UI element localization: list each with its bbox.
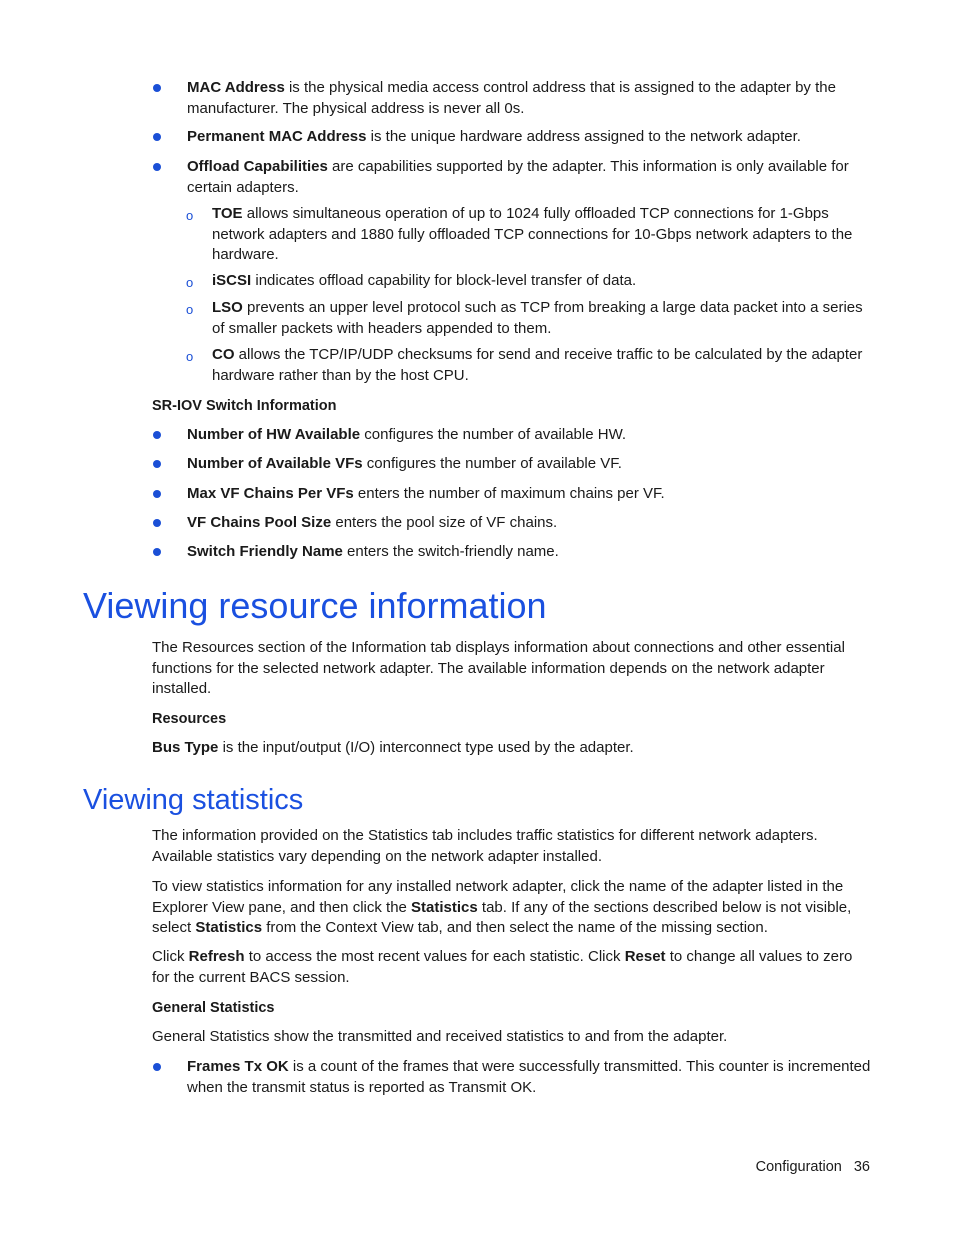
term: Max VF Chains Per VFs	[187, 485, 354, 502]
text-run: Statistics	[411, 898, 478, 916]
list-item	[187, 484, 872, 505]
circle-bullet-icon: o	[186, 302, 194, 317]
section-title-statistics: Viewing statistics	[83, 784, 304, 816]
list-item	[187, 157, 872, 198]
term: iSCSI	[212, 272, 252, 289]
description: configures the number of available HW.	[360, 426, 627, 443]
description: enters the switch-friendly name.	[342, 543, 559, 560]
circle-bullet-icon: o	[186, 208, 194, 223]
resources-subheading: Resources	[152, 711, 227, 727]
bullet-icon	[153, 163, 161, 171]
sub-list-item	[212, 298, 872, 339]
list-item	[187, 1057, 872, 1098]
general-statistics-paragraph: General Statistics show the transmitted and received statistics to and from the adapter.	[152, 1028, 728, 1045]
sub-list-item	[212, 204, 872, 266]
text-run: tab. If any of the sections described below is not visible, select	[152, 898, 852, 936]
text-run: Reset	[624, 948, 666, 965]
description: is the physical media access control address that is assigned to the adapter by the manufacturer. The physical address is never all 0s.	[187, 79, 836, 117]
bullet-icon	[153, 490, 161, 498]
term: Offload Capabilities	[187, 158, 328, 175]
bullet-icon	[153, 548, 161, 556]
bullet-icon	[153, 460, 161, 468]
term: MAC Address	[187, 79, 285, 96]
page-number: 36	[853, 1159, 870, 1175]
sub-list-item	[212, 271, 872, 292]
text-run: from the Context View tab, and then select the name of the missing section.	[262, 919, 768, 936]
term: Bus Type	[152, 739, 219, 756]
list-item	[187, 513, 872, 534]
bullet-icon	[153, 519, 161, 527]
list-item	[187, 454, 872, 475]
description: indicates offload capability for block-level transfer of data.	[251, 272, 637, 289]
text-run: Statistics	[195, 919, 263, 936]
description: enters the pool size of VF chains.	[331, 514, 558, 531]
description: is a count of the frames that were successfully transmitted. This counter is incremented when the transmit status is reported as Transmit OK.	[187, 1058, 871, 1096]
term: Number of HW Available	[187, 426, 361, 443]
description: is the input/output (I/O) interconnect type used by the adapter.	[218, 739, 634, 756]
list-item	[187, 542, 872, 563]
bullet-icon	[153, 431, 161, 439]
statistics-instructions	[152, 877, 872, 939]
text-run: To view statistics information for any installed network adapter, click the name of the adapter listed in the Explorer View pane, and then click the	[152, 878, 844, 916]
text-run: Refresh	[188, 948, 245, 965]
term: VF Chains Pool Size	[187, 514, 332, 531]
bus-type-paragraph	[152, 738, 872, 759]
list-item	[187, 78, 872, 119]
term: Frames Tx OK	[187, 1058, 289, 1075]
term: Switch Friendly Name	[187, 543, 343, 560]
resources-intro: The Resources section of the Information tab displays information about connections and other essential functions for the selected network adapter. The available information depends on the network adapter installed.	[152, 639, 845, 697]
description: prevents an upper level protocol such as TCP from breaking a large data packet into a series of smaller packets with headers appended to them.	[212, 299, 863, 337]
list-item	[187, 425, 872, 446]
circle-bullet-icon: o	[186, 275, 194, 290]
description: are capabilities supported by the adapter. This information is only available for certain adapters.	[187, 158, 849, 196]
description: enters the number of maximum chains per VF.	[353, 485, 665, 502]
sriov-heading: SR-IOV Switch Information	[152, 398, 337, 414]
section-title-resources: Viewing resource information	[83, 585, 547, 626]
description: configures the number of available VF.	[362, 455, 622, 472]
circle-bullet-icon: o	[186, 349, 194, 364]
term: Number of Available VFs	[187, 455, 363, 472]
term: CO	[212, 346, 235, 363]
description: allows simultaneous operation of up to 1024 fully offloaded TCP connections for 1-Gbps network adapters and 1880 fully offloaded TCP connections for 10-Gbps network adapters to the hardware.	[212, 205, 853, 263]
description: allows the TCP/IP/UDP checksums for send and receive traffic to be calculated by the adapter hardware rather than by the host CPU.	[212, 346, 863, 384]
statistics-intro: The information provided on the Statistics tab includes traffic statistics for different network adapters. Available statistics vary depending on the network adapter installed.	[152, 827, 818, 865]
list-item	[187, 127, 872, 148]
bullet-icon	[153, 1063, 161, 1071]
term: TOE	[212, 205, 243, 222]
bullet-icon	[153, 84, 161, 92]
term: Permanent MAC Address	[187, 128, 367, 145]
general-statistics-subheading: General Statistics	[152, 1000, 275, 1016]
footer-section: Configuration	[755, 1159, 842, 1175]
description: is the unique hardware address assigned to the network adapter.	[366, 128, 801, 145]
text-run: Click	[152, 948, 189, 965]
sub-list-item	[212, 345, 872, 386]
text-run: to change all values to zero for the current BACS session.	[152, 948, 853, 986]
bullet-icon	[153, 133, 161, 141]
term: LSO	[212, 299, 243, 316]
statistics-refresh-reset	[152, 947, 872, 988]
page-footer	[756, 1157, 870, 1177]
text-run: to access the most recent values for each statistic. Click	[244, 948, 625, 965]
